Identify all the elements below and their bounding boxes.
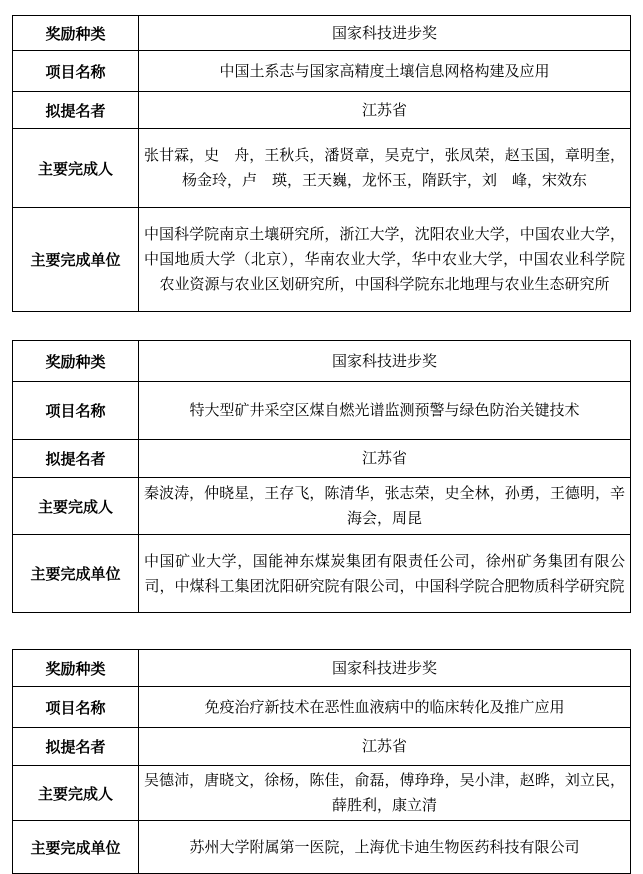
main-units-label: 主要完成单位 <box>13 208 139 312</box>
award-type-row <box>13 16 631 51</box>
project-name-label: 项目名称 <box>13 382 139 440</box>
main-contributors-row <box>13 766 631 821</box>
main-units-label: 主要完成单位 <box>13 535 139 613</box>
main-units-value: 中国矿业大学，国能神东煤炭集团有限责任公司，徐州矿务集团有限公司，中煤科工集团沈阳研究院有限公司，中国科学院合肥物质科学研究院 <box>139 535 631 613</box>
main-contributors-label: 主要完成人 <box>13 129 139 208</box>
project-name-row <box>13 382 631 440</box>
main-contributors-value: 秦波涛，仲晓星，王存飞，陈清华，张志荣，史全林，孙勇，王德明，辛海会，周昆 <box>139 478 631 535</box>
award-type-row <box>13 650 631 687</box>
project-name-value: 中国土系志与国家高精度土壤信息网格构建及应用 <box>139 51 631 92</box>
main-contributors-row <box>13 129 631 208</box>
project-name-row <box>13 51 631 92</box>
main-contributors-value: 张甘霖，史 舟，王秋兵，潘贤章，吴克宁，张凤荣，赵玉国，章明奎，杨金玲，卢 瑛，王天巍，龙怀玉，隋跃宇，刘 峰，宋效东 <box>139 129 631 208</box>
main-units-value: 苏州大学附属第一医院，上海优卡迪生物医药科技有限公司 <box>139 821 631 874</box>
nominator-row <box>13 440 631 478</box>
project-name-row <box>13 687 631 728</box>
award-type-label: 奖励种类 <box>13 16 139 51</box>
main-units-row <box>13 821 631 874</box>
nominator-value: 江苏省 <box>139 92 631 129</box>
nominator-row <box>13 728 631 766</box>
nominator-value: 江苏省 <box>139 440 631 478</box>
award-type-label: 奖励种类 <box>13 650 139 687</box>
award-type-label: 奖励种类 <box>13 341 139 382</box>
main-contributors-label: 主要完成人 <box>13 766 139 821</box>
nominator-label: 拟提名者 <box>13 728 139 766</box>
main-units-label: 主要完成单位 <box>13 821 139 874</box>
project-name-value: 免疫治疗新技术在恶性血液病中的临床转化及推广应用 <box>139 687 631 728</box>
award-type-value: 国家科技进步奖 <box>139 341 631 382</box>
project-name-label: 项目名称 <box>13 51 139 92</box>
nominator-value: 江苏省 <box>139 728 631 766</box>
award-type-row <box>13 341 631 382</box>
award-type-value: 国家科技进步奖 <box>139 650 631 687</box>
main-contributors-value: 吴德沛，唐晓文，徐杨，陈佳，俞磊，傅琤琤，吴小津，赵晔，刘立民，薛胜利，康立清 <box>139 766 631 821</box>
nominator-row <box>13 92 631 129</box>
main-units-row <box>13 535 631 613</box>
nominator-label: 拟提名者 <box>13 440 139 478</box>
project-name-label: 项目名称 <box>13 687 139 728</box>
main-units-row <box>13 208 631 312</box>
award-type-value: 国家科技进步奖 <box>139 16 631 51</box>
nominator-label: 拟提名者 <box>13 92 139 129</box>
main-contributors-label: 主要完成人 <box>13 478 139 535</box>
main-units-value: 中国科学院南京土壤研究所，浙江大学，沈阳农业大学，中国农业大学，中国地质大学（北京），华南农业大学，华中农业大学，中国农业科学院农业资源与农业区划研究所，中国科学院东北地理与农业生态研究所 <box>139 208 631 312</box>
award-table-1 <box>12 15 631 312</box>
award-table-3 <box>12 649 631 874</box>
project-name-value: 特大型矿井采空区煤自燃光谱监测预警与绿色防治关键技术 <box>139 382 631 440</box>
award-table-2 <box>12 340 631 613</box>
main-contributors-row <box>13 478 631 535</box>
